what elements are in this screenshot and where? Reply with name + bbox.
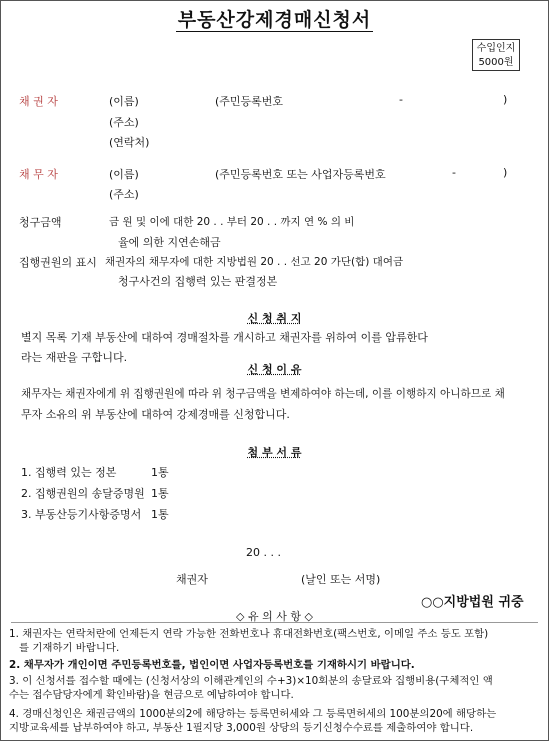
attachment-qty: 1통	[151, 508, 169, 521]
revenue-stamp-box	[472, 39, 520, 71]
claim-amount-line1: 금 원 및 이에 대한 20 . . 부터 20 . . 까지 연 % 의 비	[109, 216, 355, 228]
execution-title-label: 집행권원의 표시	[19, 256, 97, 269]
filing-date: 20 . . .	[246, 546, 281, 559]
signature-field: (날인 또는 서명)	[301, 573, 381, 586]
form-title: 부동산강제경매신청서	[177, 9, 372, 31]
notes-divider	[11, 622, 538, 623]
note-3	[9, 674, 493, 702]
creditor-name-field: (이름)	[109, 95, 139, 108]
execution-title-line1: 채권자의 채무자에 대한 지방법원 20 . . 선고 20 가단(합) 대여금	[105, 256, 404, 268]
note-4-line1: 4. 경매신청인은 채권금액의 1000분의2에 해당하는 등록면허세와 그 등록면허세의 100분의20에 해당하는	[9, 708, 497, 720]
note-2	[9, 658, 415, 672]
purpose-line1: 별지 목록 기재 부동산에 대하여 경매절차를 개시하고 채권자를 위하여 이를 압류한다	[21, 331, 428, 344]
claim-label: 청구금액	[19, 216, 62, 229]
attachments-heading: 첨 부 서 류	[247, 446, 302, 459]
note-4	[9, 707, 496, 735]
signer-label: 채권자	[176, 573, 208, 586]
attachment-item: 1. 집행력 있는 정본	[21, 466, 117, 479]
stamp-label: 수입인지	[476, 43, 516, 54]
note-1-line1: 1. 채권자는 연락처란에 언제든지 연락 가능한 전화번호나 휴대전화번호(팩스번호, 이메일 주소 등도 포함)	[9, 628, 489, 640]
note-3-line1: 3. 이 신청서를 접수할 때에는 (신청서상의 이해관계인의 수+3)×10회분의 송달료와 집행비용(구체적인 액	[9, 675, 493, 687]
debtor-reg-dash: -	[452, 166, 456, 179]
note-2-line1: 2. 채무자가 개인이면 주민등록번호를, 법인이면 사업자등록번호를 기재하시기 바랍니다.	[9, 659, 415, 671]
purpose-line2: 라는 재판을 구합니다.	[21, 351, 128, 364]
reason-line1: 채무자는 채권자에게 위 집행권원에 따라 위 청구금액을 변제하여야 하는데, 이를 이행하지 아니하므로 채	[21, 388, 505, 400]
note-3-line2: 수는 접수담당자에게 확인바람)을 현금으로 예납하여야 합니다.	[9, 689, 294, 701]
debtor-reg-field: (주민등록번호 또는 사업자등록번호	[215, 168, 386, 181]
creditor-contact-field: (연락처)	[109, 136, 150, 149]
notes-heading: ◇ 유 의 사 항 ◇	[236, 610, 313, 623]
execution-title-line2: 청구사건의 집행력 있는 판결정본	[118, 275, 278, 288]
court-addressee: ○○지방법원 귀중	[421, 595, 524, 610]
debtor-reg-close: )	[503, 166, 508, 179]
debtor-name-field: (이름)	[109, 168, 139, 181]
attachment-qty: 1통	[151, 487, 169, 500]
note-1	[9, 627, 488, 655]
attachment-qty: 1통	[151, 466, 169, 479]
attachment-item: 2. 집행권원의 송달증명원	[21, 487, 145, 500]
creditor-reg-close: )	[503, 93, 508, 106]
note-1-line2: 를 기재하기 바랍니다.	[19, 642, 120, 654]
purpose-heading: 신 청 취 지	[247, 312, 302, 325]
reason-line2: 무자 소유의 위 부동산에 대하여 강제경매를 신청합니다.	[21, 408, 290, 421]
debtor-label: 채 무 자	[19, 168, 58, 181]
note-4-line2: 지방교육세를 납부하여야 하고, 부동산 1필지당 3,000원 상당의 등기신청수수료를 제출하여야 합니다.	[9, 722, 474, 734]
creditor-reg-dash: -	[399, 93, 403, 106]
creditor-reg-field: (주민등록번호	[215, 95, 284, 108]
stamp-amount: 5000원	[478, 57, 514, 68]
reason-heading: 신 청 이 유	[247, 363, 302, 376]
debtor-address-field: (주소)	[109, 188, 139, 201]
creditor-label: 채 권 자	[19, 95, 58, 108]
claim-amount-line2: 율에 의한 지연손해금	[118, 236, 221, 249]
creditor-address-field: (주소)	[109, 116, 139, 129]
attachment-item: 3. 부동산등기사항증명서	[21, 508, 142, 521]
